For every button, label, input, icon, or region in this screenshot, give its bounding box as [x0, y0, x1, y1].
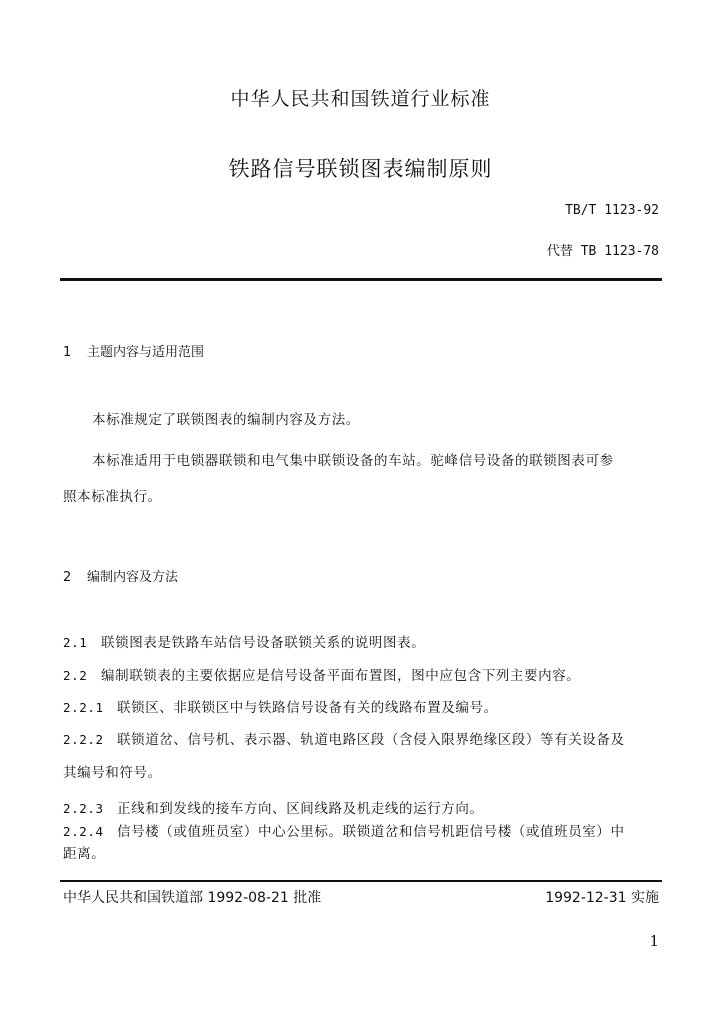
- section-number: 2: [63, 570, 72, 585]
- document-title: 铁路信号联锁图表编制原则: [228, 157, 493, 181]
- clause-text: 联锁区、非联锁区中与铁路信号设备有关的线路布置及编号。: [117, 700, 498, 716]
- clause-text: 联锁道岔、信号机、表示器、轨道电路区段（含侵入限界绝缘区段）等有关设备及: [117, 732, 625, 748]
- clause-2-2-1: [63, 696, 498, 716]
- clause-2-1: [63, 631, 425, 651]
- clause-2-2-2: [63, 728, 625, 748]
- section-1-heading: [63, 341, 204, 360]
- clause-continuation: 其编号和符号。: [63, 765, 162, 781]
- paragraph: 本标准规定了联锁图表的编制内容及方法。: [92, 412, 360, 428]
- clause-continuation: 距离。: [63, 846, 106, 862]
- clause-number: 2.2.3: [63, 801, 104, 816]
- standard-number: TB/T 1123-92: [565, 203, 659, 218]
- paragraph: 本标准适用于电锁器联锁和电气集中联锁设备的车站。驼峰信号设备的联锁图表可参: [92, 453, 614, 469]
- implementation-date: 1992-12-31 实施: [545, 890, 659, 906]
- clause-text: 信号楼（或值班员室）中心公里标。联锁道岔和信号机距信号楼（或值班员室）中: [117, 824, 625, 840]
- issuing-authority-heading: 中华人民共和国铁道行业标准: [230, 88, 491, 110]
- clause-number: 2.2.1: [63, 700, 104, 715]
- approval-line: 中华人民共和国铁道部 1992-08-21 批准: [63, 890, 322, 906]
- section-title: 主题内容与适用范围: [87, 345, 205, 360]
- clause-number: 2.1: [63, 635, 88, 650]
- clause-number: 2.2: [63, 668, 88, 683]
- header-divider: [60, 278, 662, 281]
- clause-2-2: [63, 664, 580, 684]
- clause-number: 2.2.2: [63, 732, 104, 747]
- replaces-standard: 代替 TB 1123-78: [546, 244, 659, 259]
- clause-number: 2.2.4: [63, 824, 104, 839]
- paragraph-continuation: 照本标准执行。: [63, 489, 162, 505]
- footer-divider: [60, 880, 662, 882]
- clause-2-2-3: [63, 797, 484, 817]
- clause-text: 编制联锁表的主要依据应是信号设备平面布置图，图中应包含下列主要内容。: [101, 668, 581, 684]
- section-title: 编制内容及方法: [87, 570, 179, 585]
- section-number: 1: [63, 345, 72, 360]
- clause-2-2-4: [63, 820, 625, 840]
- clause-text: 正线和到发线的接车方向、区间线路及机走线的运行方向。: [117, 801, 484, 817]
- page-number: 1: [649, 932, 659, 950]
- clause-text: 联锁图表是铁路车站信号设备联锁关系的说明图表。: [101, 635, 426, 651]
- section-2-heading: [63, 566, 178, 585]
